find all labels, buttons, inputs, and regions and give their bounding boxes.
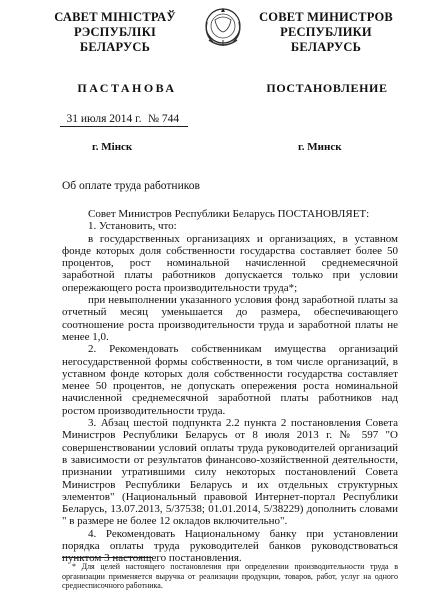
doc-type-left: ПАСТАНОВА xyxy=(77,81,177,95)
document-number: № 744 xyxy=(148,112,188,127)
body-paragraph: 2. Рекомендовать собственникам имущества организаций негосударственной формы собственности, в том числе организаций, в уставном фонде которых доля собственности государства составляет менее 50 процентов, не допускать опережения роста номинальной начисленной среднемесячной заработной платы работников над ростом производительности труда. xyxy=(62,343,398,417)
body-paragraph: 1. Установить, что: xyxy=(88,220,177,233)
body-paragraph: Совет Министров Республики Беларусь ПОСТАНОВЛЯЕТ: xyxy=(88,208,370,220)
document-date: 31 июля 2014 г. xyxy=(60,112,148,127)
state-emblem-icon xyxy=(201,4,245,50)
footnote-text: * Для целей настоящего постановления при определении производительности труда в организации применяется выручка от реализации продукции, товаров, работ, услуг на одного среднесписочного работника. xyxy=(62,562,398,590)
header-left-line1: САВЕТ МІНІСТРАЎ xyxy=(54,10,176,24)
header-right xyxy=(246,10,406,55)
body-paragraph: 3. Абзац шестой подпункта 2.2 пункта 2 постановления Совета Министров Республики Беларусь от 8 июля 2013 г. № 597 "О совершенствовании условий оплаты труда руководителей организаций в зависимости от результатов финансово-хозяйственной деятельности, признании утратившими силу некоторых постановлений Совета Министров Республики Беларусь и их отдельных структурных элементов" (Национальный правовой Интернет-портал Республики Беларусь, 13.07.2013, 5/37538; 01.01.2014, 5/38229) дополнить словами " в размере не более 12 окладов включительно". xyxy=(62,417,398,528)
body-paragraph: в государственных организациях и организациях, в уставном фонде которых доля собственности государства составляет более 50 процентов, рост номинальной начисленной среднемесячной заработной платы работников допускается только при условии опережающего роста производительности труда*; xyxy=(62,232,398,294)
footnote xyxy=(62,562,398,591)
header-right-line1: СОВЕТ МИНИСТРОВ xyxy=(259,10,393,24)
footnote-divider xyxy=(62,557,152,558)
document-subject: Об оплате труда работников xyxy=(62,180,200,192)
header-left xyxy=(40,10,190,55)
doc-type-right: ПОСТАНОВЛЕНИЕ xyxy=(266,81,388,95)
body-paragraph: при невыполнении указанного условия фонд заработной платы за отчетный месяц уменьшается до размера, обеспечивающего соотношение роста производительности труда и заработной платы не менее 1,0. xyxy=(62,294,398,343)
header-right-line2: РЕСПУБЛИКИ БЕЛАРУСЬ xyxy=(280,25,372,54)
document-body xyxy=(62,208,398,565)
city-left: г. Мінск xyxy=(92,141,133,153)
city-right: г. Минск xyxy=(298,141,342,153)
body-paragraph: 4. Рекомендовать Национальному банку при установлении порядка оплаты труда руководителей банков руководствоваться пунктом 3 настоящего постановления. xyxy=(62,527,398,565)
header-left-line2: РЭСПУБЛІКІ БЕЛАРУСЬ xyxy=(73,25,157,54)
